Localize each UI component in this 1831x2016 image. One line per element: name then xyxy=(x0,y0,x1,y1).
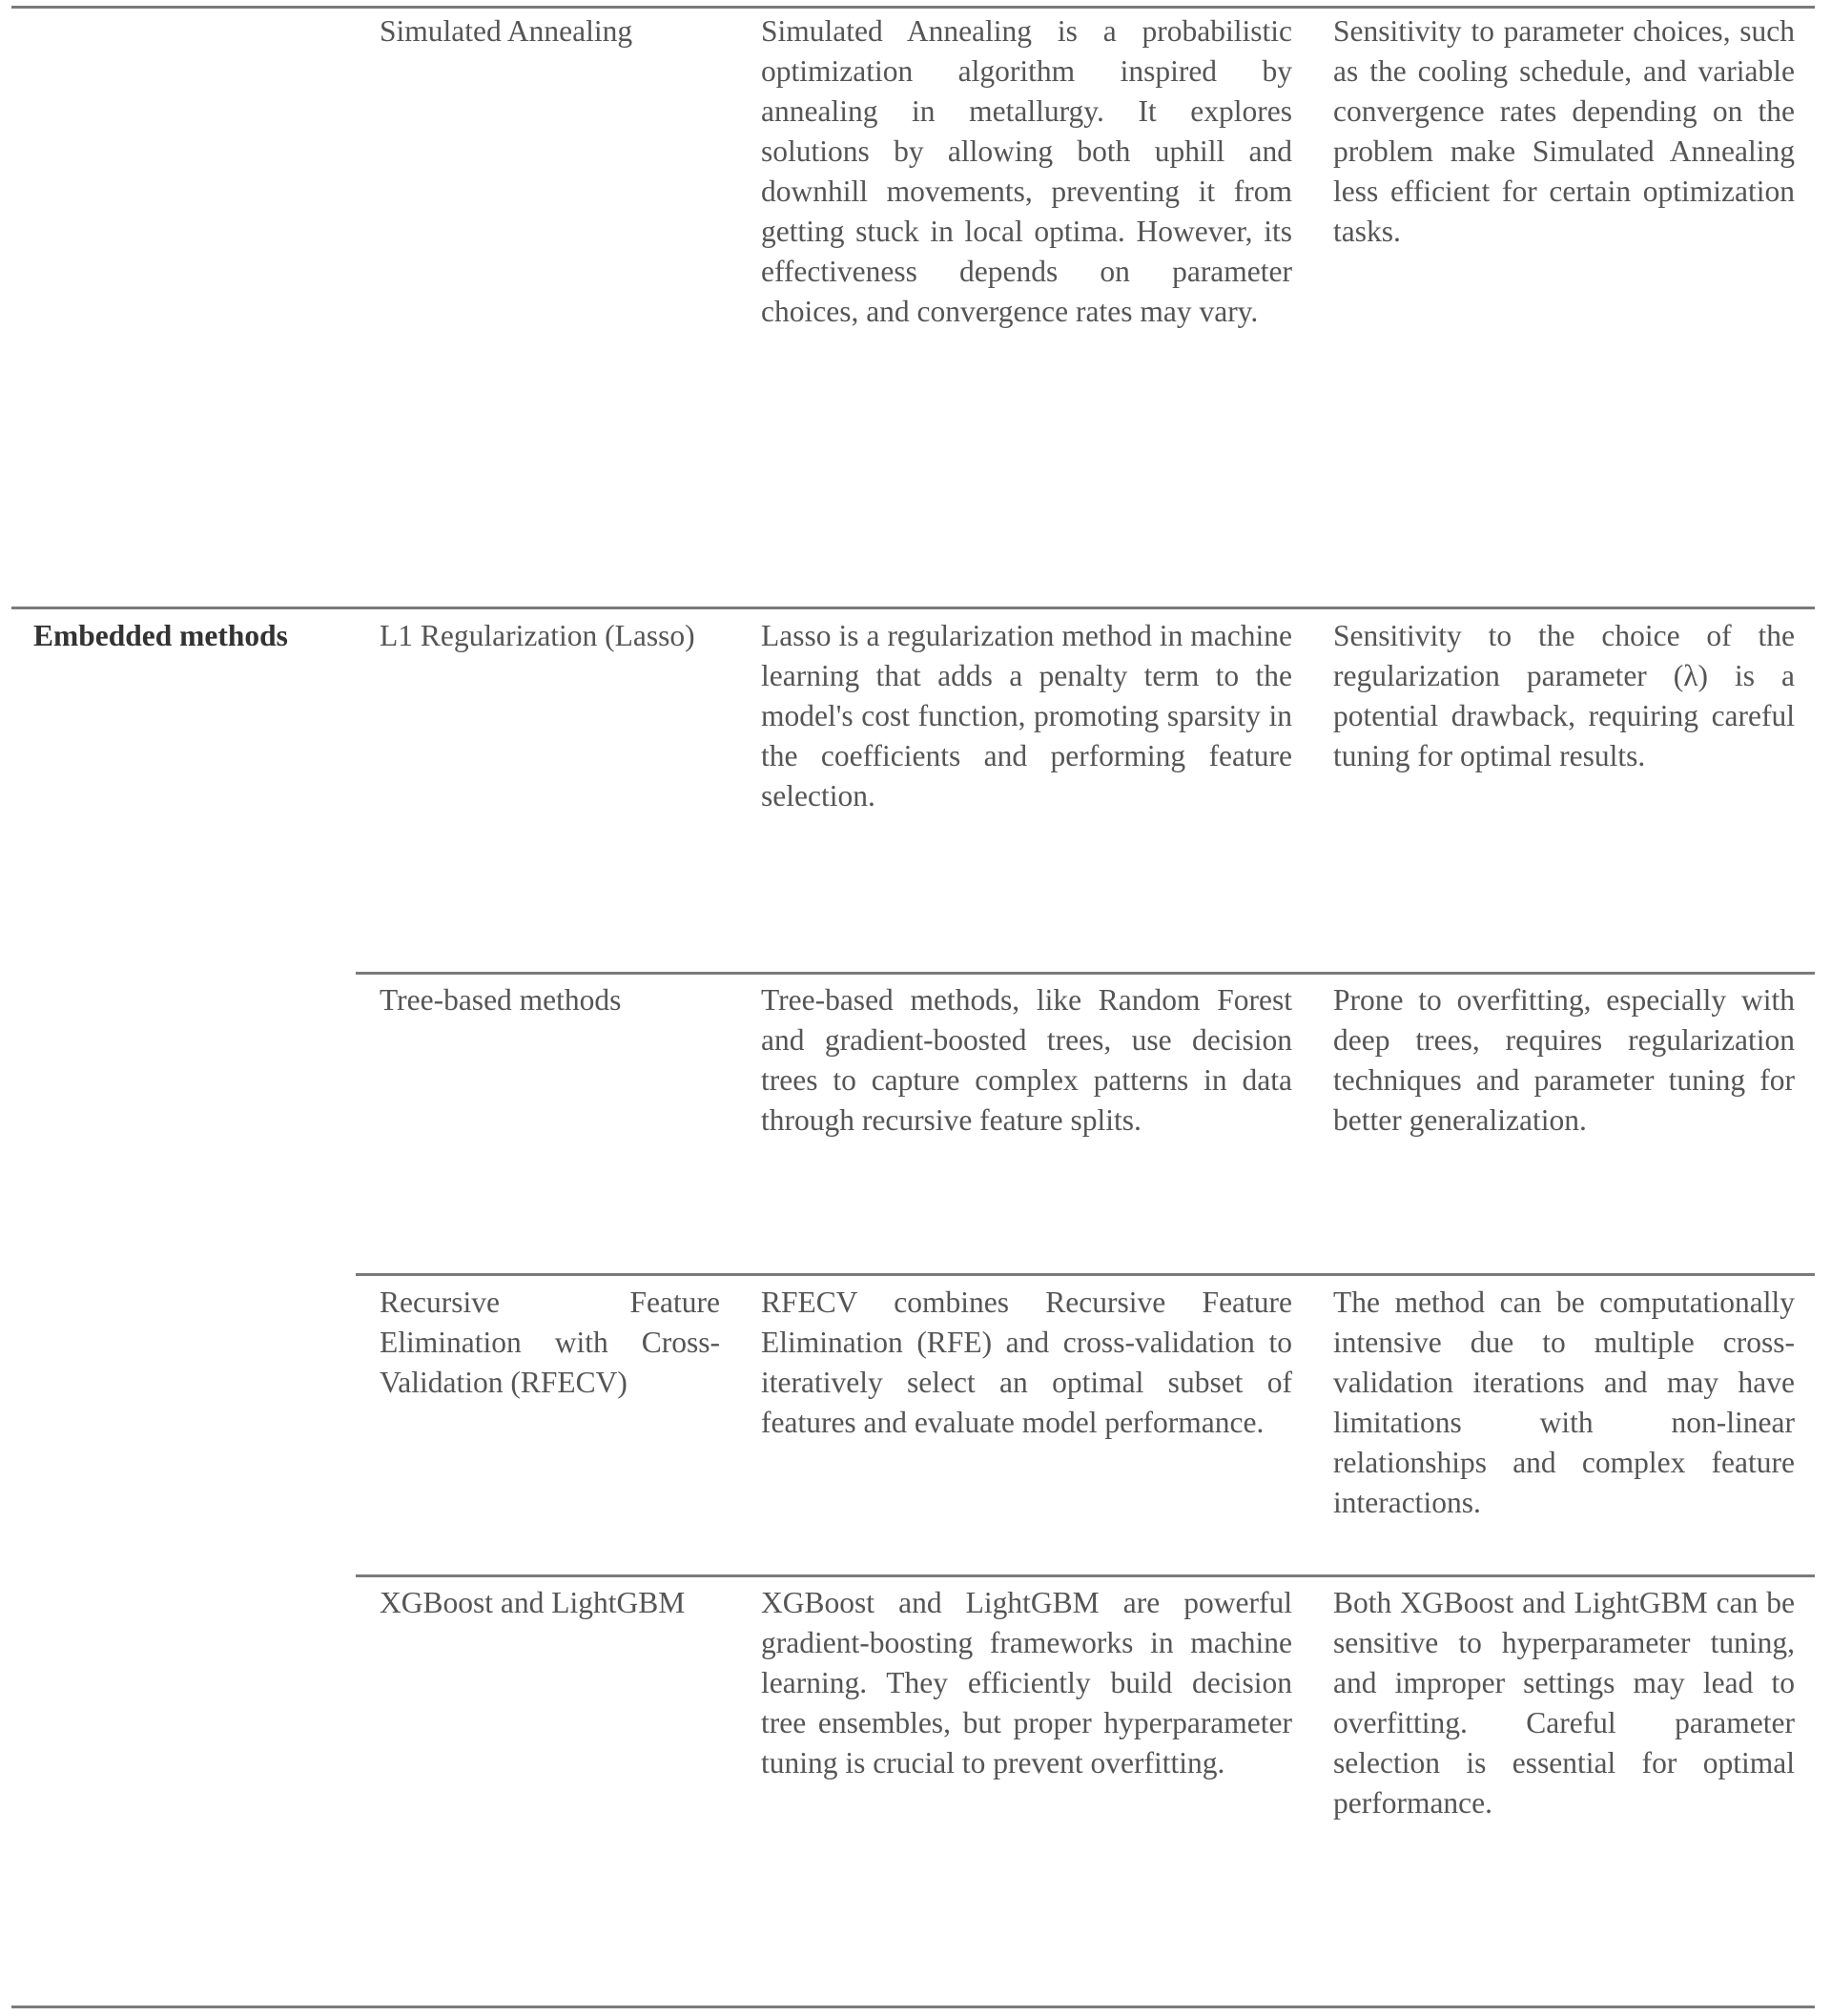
row-divider-rule xyxy=(356,1273,1815,1276)
method-cell: Recursive Feature Elimination with Cross-Validation (RFECV) xyxy=(380,1286,720,1399)
limitations-cell: Both XGBoost and LightGBM can be sensitive to hyperparameter tuning, and improper settings may lead to overfitting. Careful parameter selection is essential for optimal performance. xyxy=(1333,1586,1795,1820)
table-top-rule xyxy=(11,6,1815,9)
limitations-cell: The method can be computationally intensive due to multiple cross-validation iterations and may have limitations with non-linear relationships and complex feature interactions. xyxy=(1333,1286,1795,1519)
description-cell: XGBoost and LightGBM are powerful gradient-boosting frameworks in machine learning. They efficiently build decision tree ensembles, but proper hyperparameter tuning is crucial to prevent overfitting. xyxy=(761,1586,1292,1779)
limitations-cell: Sensitivity to the choice of the regularization parameter (λ) is a potential drawback, requiring careful tuning for optimal results. xyxy=(1333,619,1795,772)
row-divider-rule xyxy=(356,1574,1815,1577)
method-cell: Tree-based methods xyxy=(380,983,622,1017)
limitations-cell: Sensitivity to parameter choices, such as the cooling schedule, and variable convergence rates depending on the problem make Simulated Annealing less efficient for certain optimization tasks. xyxy=(1333,14,1795,248)
method-cell: L1 Regularization (Lasso) xyxy=(380,619,695,652)
description-cell: Lasso is a regularization method in machine learning that adds a penalty term to the model's cost function, promoting sparsity in the coefficients and performing feature selection. xyxy=(761,619,1292,813)
method-cell: XGBoost and LightGBM xyxy=(380,1586,686,1619)
description-cell: Simulated Annealing is a probabilistic optimization algorithm inspired by annealing in metallurgy. It explores solutions by allowing both uphill and downhill movements, preventing it from getting stuck in local optima. However, its effectiveness depends on parameter choices, and convergence rates may vary. xyxy=(761,14,1292,328)
limitations-cell: Prone to overfitting, especially with deep trees, requires regularization techniques and parameter tuning for better generalization. xyxy=(1333,983,1795,1137)
method-cell: Simulated Annealing xyxy=(380,14,633,48)
section-divider-rule xyxy=(11,607,1815,609)
row-divider-rule xyxy=(356,972,1815,975)
description-cell: Tree-based methods, like Random Forest and gradient-boosted trees, use decision trees to capture complex patterns in data through recursive feature splits. xyxy=(761,983,1292,1137)
table-bottom-rule xyxy=(11,2006,1815,2008)
description-cell: RFECV combines Recursive Feature Elimination (RFE) and cross-validation to iteratively select an optimal subset of features and evaluate model performance. xyxy=(761,1286,1292,1439)
category-cell: Embedded methods xyxy=(33,619,288,652)
